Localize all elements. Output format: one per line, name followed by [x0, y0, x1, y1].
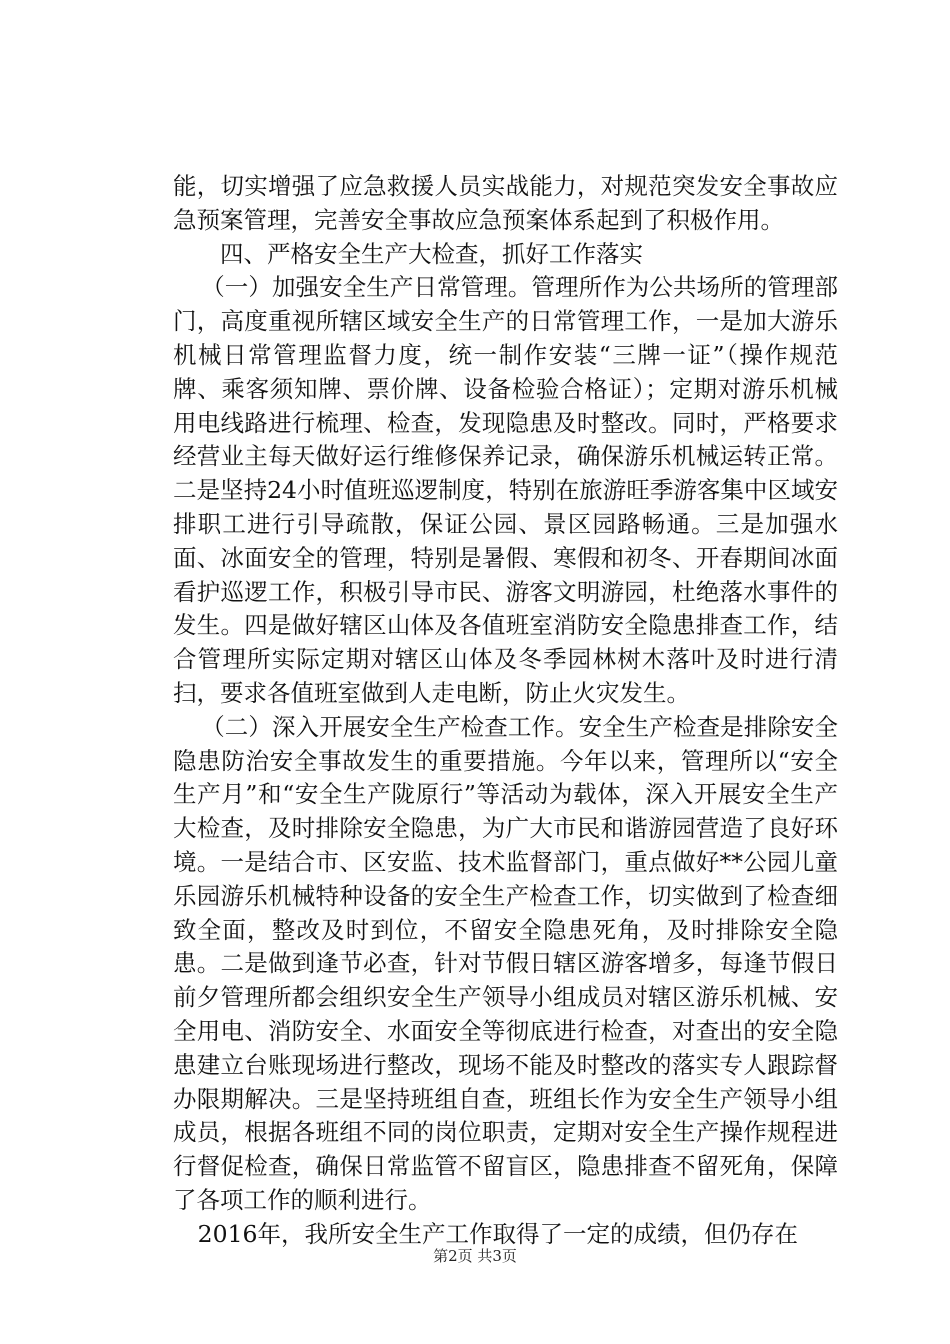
paragraph-daily-management: （一）加强安全生产日常管理。管理所作为公共场所的管理部门，高度重视所辖区域安全生产的日常管理工作，一是加大游乐机械日常管理监督力度，统一制作安装“三牌一证”（操作规范牌、乘客须知牌、票价牌、设备检验合格证）；定期对游乐机械用电线路进行梳理、检查，发现隐患及时整改。同时，严格要求经营业主每天做好运行维修保养记录，确保游乐机械运转正常。二是坚持24小时值班巡逻制度，特别在旅游旺季游客集中区域安排职工进行引导疏散，保证公园、景区园路畅通。三是加强水面、冰面安全的管理，特别是暑假、寒假和初冬、开春期间冰面看护巡逻工作，积极引导市民、游客文明游园，杜绝落水事件的发生。四是做好辖区山体及各值班室消防安全隐患排查工作，结合管理所实际定期对辖区山体及冬季园林树木落叶及时进行清扫，要求各值班室做到人走电断，防止火灾发生。 — [173, 273, 838, 707]
section-heading: 四、严格安全生产大检查，抓好工作落实 — [220, 239, 643, 268]
page-number-footer: 第2页 共3页 — [433, 1247, 517, 1265]
document-body — [173, 170, 838, 1252]
continuation-paragraph: 能，切实增强了应急救援人员实战能力，对规范突发安全事故应急预案管理，完善安全事故应急预案体系起到了积极作用。 — [173, 172, 838, 234]
paragraph-safety-inspection: （二）深入开展安全生产检查工作。安全生产检查是排除安全隐患防治安全事故发生的重要措施。今年以来，管理所以“安全生产月”和“安全生产陇原行”等活动为载体，深入开展安全生产大检查，及时排除安全隐患，为广大市民和谐游园营造了良好环境。一是结合市、区安监、技术监督部门，重点做好**公园儿童乐园游乐机械特种设备的安全生产检查工作，切实做到了检查细致全面，整改及时到位，不留安全隐患死角，及时排除安全隐患。二是做到逢节必查，针对节假日辖区游客增多，每逢节假日前夕管理所都会组织安全生产领导小组成员对辖区游乐机械、安全用电、消防安全、水面安全等彻底进行检查，对查出的安全隐患建立台账现场进行整改，现场不能及时整改的落实专人跟踪督办限期解决。三是坚持班组自查，班组长作为安全生产领导小组成员，根据各班组不同的岗位职责，定期对安全生产操作规程进行督促检查，确保日常监管不留盲区，隐患排查不留死角，保障了各项工作的顺利进行。 — [173, 712, 838, 1214]
paragraph-summary: 2016年，我所安全生产工作取得了一定的成绩，但仍存在 — [197, 1219, 798, 1248]
